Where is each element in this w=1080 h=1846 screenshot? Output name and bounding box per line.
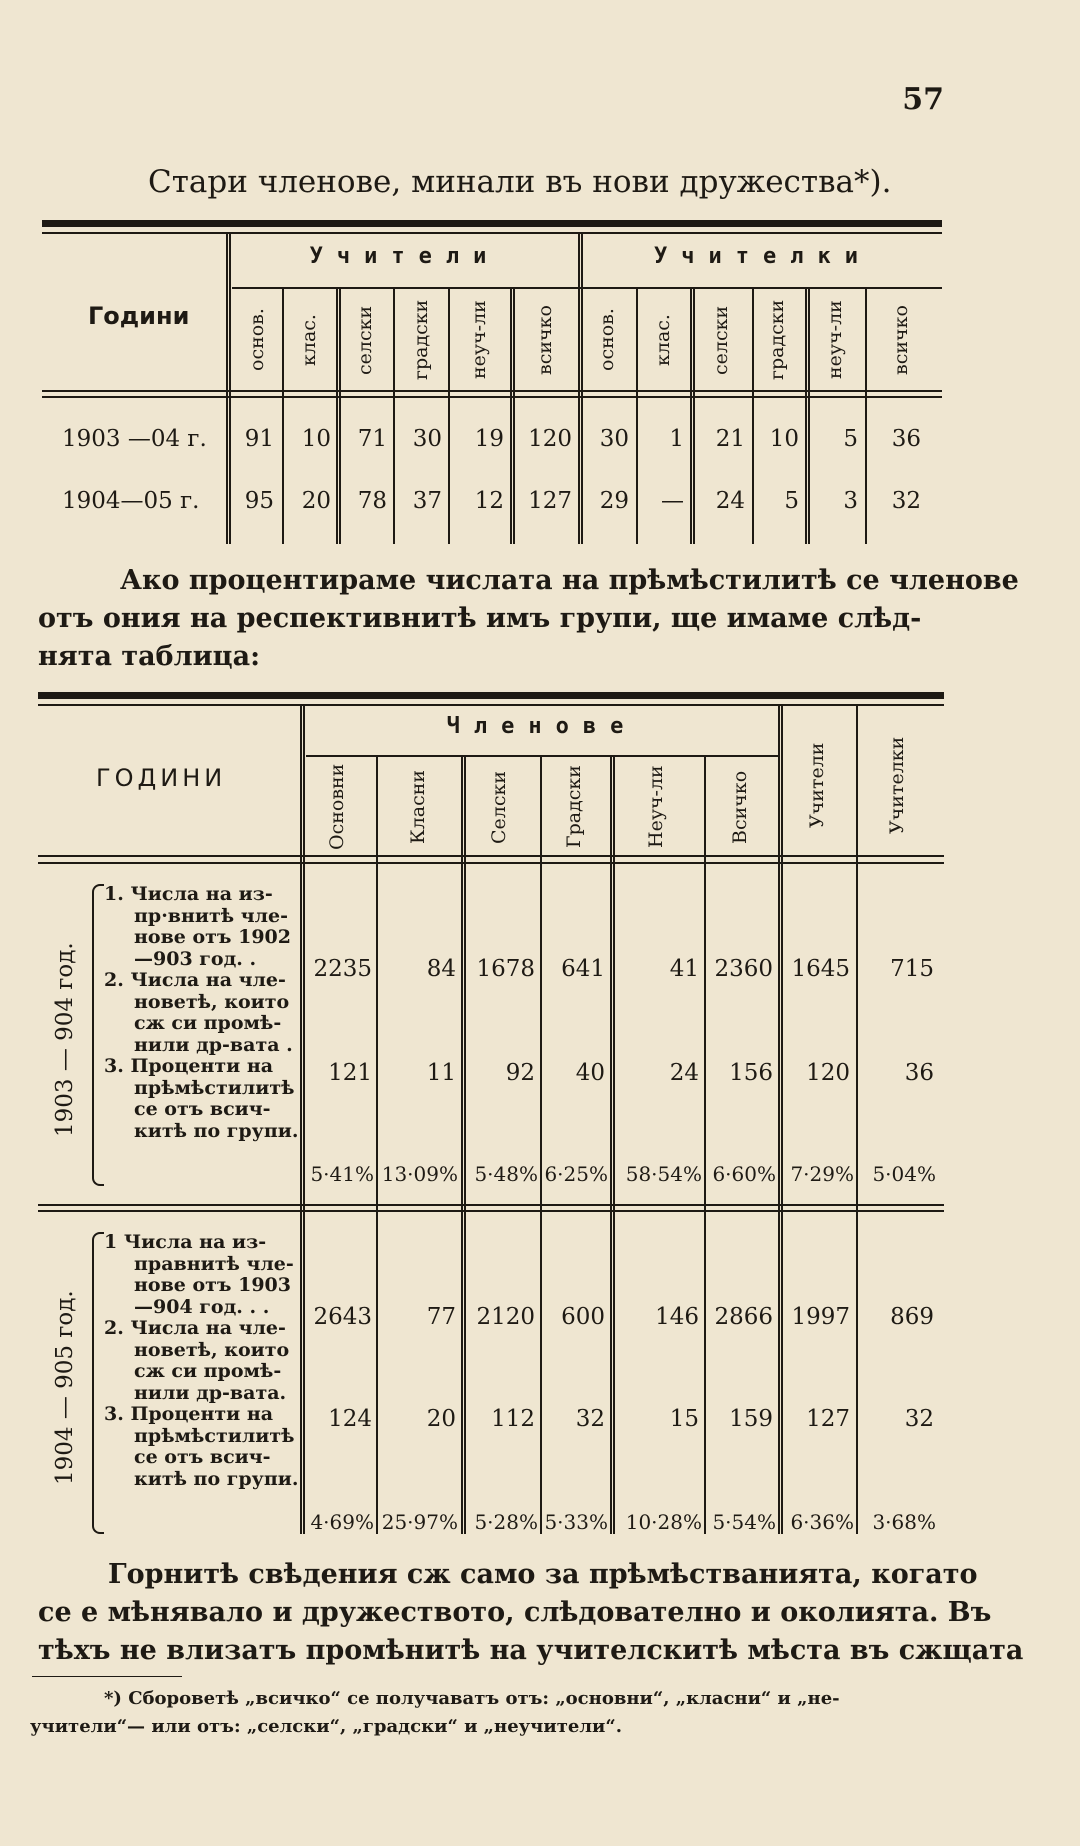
table2-pct-cell: 6·36% xyxy=(790,1510,854,1534)
table1-divider xyxy=(865,287,867,544)
table2-cell: 120 xyxy=(806,1060,850,1086)
table1-divider xyxy=(690,287,695,544)
table1-row-year: 1904—05 г. xyxy=(62,488,200,514)
table1-col-header: градски xyxy=(766,299,788,381)
desc-line: 2. Числа на чле- xyxy=(104,1317,286,1339)
table1-col-header: селски xyxy=(354,305,376,375)
table1-col-header: основ. xyxy=(246,308,268,372)
table2-cell: 1678 xyxy=(476,956,535,982)
paragraph-2-line: Горнитѣ свѣдения сж само за прѣмѣстванията, когато xyxy=(108,1559,978,1590)
table2-pct-cell: 6·60% xyxy=(712,1162,776,1186)
table2-block-year: 1903 — 904 год. xyxy=(52,942,78,1138)
desc-line: сж си промѣ- xyxy=(134,1360,282,1382)
table2-header-rule xyxy=(38,855,944,857)
table2-cell: 124 xyxy=(328,1406,372,1432)
table2-cell: 600 xyxy=(561,1304,605,1330)
table1-cell: 120 xyxy=(528,426,572,452)
table2-cell: 84 xyxy=(426,956,456,982)
table2-pct-cell: 13·09% xyxy=(381,1162,458,1186)
table2-divider xyxy=(778,704,783,1534)
table2-pct-cell: 5·33% xyxy=(544,1510,608,1534)
desc-line: правнитѣ чле- xyxy=(134,1252,294,1275)
table2-cell: 40 xyxy=(575,1060,605,1086)
table2-col-header: Основни xyxy=(326,763,348,850)
table1-divider xyxy=(393,287,395,544)
table1-divider xyxy=(226,232,231,544)
page-number: 57 xyxy=(902,82,944,117)
table2-divider xyxy=(300,704,305,1534)
table2-cell: 121 xyxy=(328,1060,372,1086)
footnote-line: учители“— или отъ: „селски“, „градски“ и „неучители“. xyxy=(30,1716,622,1737)
table2-cell: 92 xyxy=(505,1060,535,1086)
table2-col-header: Учителки xyxy=(886,736,908,834)
table1-cell: 24 xyxy=(715,488,745,514)
table1-cell: 20 xyxy=(301,488,331,514)
table2-cell: 2235 xyxy=(313,956,372,982)
table1-divider xyxy=(336,287,341,544)
paragraph-2-line: се е мѣнявало и дружеството, слѣдователно и околията. Въ xyxy=(38,1597,992,1628)
table2-col-header: Учители xyxy=(806,742,828,828)
table1-col-header: неуч-ли xyxy=(824,300,846,380)
table1-cell: 10 xyxy=(301,426,331,452)
table2-pct-cell: 58·54% xyxy=(625,1162,702,1186)
table1-col-header: неуч-ли xyxy=(468,300,490,380)
table2-col-header: Градски xyxy=(563,765,585,849)
desc-line: новетѣ, които xyxy=(134,990,290,1013)
table1-row-year: 1903 —04 г. xyxy=(62,426,207,452)
table2-cell: 24 xyxy=(669,1060,699,1086)
table2-cell: 2360 xyxy=(714,956,773,982)
table1-cell: 19 xyxy=(474,426,504,452)
table2-block-desc xyxy=(104,1232,298,1490)
desc-line: прѣмѣстилитѣ xyxy=(134,1076,295,1099)
table2-cell: 641 xyxy=(561,956,605,982)
table1-cell: 21 xyxy=(715,426,745,452)
table2-block-desc xyxy=(104,884,298,1142)
table1-divider xyxy=(448,287,450,544)
table1-cell: 10 xyxy=(769,426,799,452)
table1-col-header: клас. xyxy=(298,314,320,366)
table2-header-rule-2 xyxy=(38,862,944,864)
table2-cell: 146 xyxy=(655,1304,699,1330)
table2-cell: 2643 xyxy=(313,1304,372,1330)
table2-cell: 2120 xyxy=(476,1304,535,1330)
table2-divider xyxy=(610,757,615,1534)
table2-divider xyxy=(461,757,466,1534)
table1-cell: 5 xyxy=(784,488,799,514)
desc-line: нили др-вата. xyxy=(134,1381,287,1404)
table2-cell: 41 xyxy=(669,956,699,982)
desc-line: 1 Числа на из- xyxy=(104,1231,267,1253)
desc-line: нове отъ 1902 xyxy=(134,926,292,948)
paragraph-2-line: тѣхъ не влизатъ промѣнитѣ на учителскитѣ мѣста въ сжщата xyxy=(38,1635,1024,1666)
table2-cell: 20 xyxy=(426,1406,456,1432)
desc-line: 2. Числа на чле- xyxy=(104,969,286,991)
table1-cell: 78 xyxy=(357,488,387,514)
table2-pct-cell: 5·48% xyxy=(474,1162,538,1186)
desc-line: прѣмѣстилитѣ xyxy=(134,1424,295,1447)
table2-cell: 2866 xyxy=(714,1304,773,1330)
paragraph-1-line: Ако процентираме числата на прѣмѣстилитѣ се членове xyxy=(120,565,1019,596)
desc-line: новетѣ, които xyxy=(134,1338,290,1361)
table1-title: Стари членове, минали въ нови дружества*). xyxy=(148,164,892,200)
table1-cell: 3 xyxy=(843,488,858,514)
table1-col-header: всичко xyxy=(534,305,556,375)
table2-block-rule-2 xyxy=(38,1210,944,1212)
table1-cell: 30 xyxy=(599,426,629,452)
table2-cell: 156 xyxy=(729,1060,773,1086)
table2-top-rule-2 xyxy=(38,704,944,706)
table2-pct-cell: 25·97% xyxy=(381,1510,458,1534)
table2-cell: 715 xyxy=(890,956,934,982)
table1-col-header: всичко xyxy=(890,305,912,375)
table2-cell: 1997 xyxy=(791,1304,850,1330)
table2-pct-cell: 5·54% xyxy=(712,1510,776,1534)
table2-years-header: ГОДИНИ xyxy=(96,764,227,792)
table1-col-header: селски xyxy=(710,305,732,375)
table2-group-members: Членове xyxy=(446,714,638,739)
table1-divider xyxy=(282,287,284,544)
desc-line: нове отъ 1903 xyxy=(134,1274,292,1296)
table2-pct-cell: 3·68% xyxy=(872,1510,936,1534)
table2-top-rule xyxy=(38,692,944,699)
table1-cell: 36 xyxy=(891,426,921,452)
table1-divider xyxy=(578,232,583,544)
paragraph-1 xyxy=(38,562,1019,676)
table2-cell: 159 xyxy=(729,1406,773,1432)
table1-divider xyxy=(510,287,515,544)
table2-divider xyxy=(376,757,378,1534)
table2-block-year: 1904 — 905 год. xyxy=(52,1290,78,1486)
table1-col-header: градски xyxy=(410,299,432,381)
desc-line: 1. Числа на из- xyxy=(104,883,273,905)
table1-cell: 5 xyxy=(843,426,858,452)
table1-cell: 37 xyxy=(412,488,442,514)
table2-pct-cell: 7·29% xyxy=(790,1162,854,1186)
table2-pct-cell: 5·41% xyxy=(310,1162,374,1186)
table1-top-rule-2 xyxy=(42,232,942,234)
table1-col-header: основ. xyxy=(596,308,618,372)
brace xyxy=(92,1232,104,1534)
table1-cell: — xyxy=(661,488,684,514)
table1-cell: 91 xyxy=(244,426,274,452)
table1-divider xyxy=(636,287,638,544)
desc-line: —903 год. . xyxy=(134,947,257,970)
table1-col-header: клас. xyxy=(652,314,674,366)
table2-col-header: Неуч-ли xyxy=(645,765,667,849)
desc-line: 3. Проценти на xyxy=(104,1403,274,1425)
table1-cell: 95 xyxy=(244,488,274,514)
table2-cell: 112 xyxy=(491,1406,535,1432)
table2-cell: 127 xyxy=(806,1406,850,1432)
paragraph-1-line: отъ ония на респективнитѣ имъ групи, ще имаме слѣд- xyxy=(38,603,922,634)
desc-line: —904 год. . . xyxy=(134,1295,270,1318)
table2-pct-cell: 6·25% xyxy=(544,1162,608,1186)
table1-cell: 30 xyxy=(412,426,442,452)
footnote-rule xyxy=(32,1676,182,1677)
table1-cell: 127 xyxy=(528,488,572,514)
table1-divider xyxy=(752,287,754,544)
table2-divider xyxy=(856,704,858,1534)
table1-cell: 32 xyxy=(891,488,921,514)
table2-cell: 32 xyxy=(575,1406,605,1432)
table1-cell: 1 xyxy=(669,426,684,452)
table2-pct-cell: 10·28% xyxy=(625,1510,702,1534)
table2-pct-cell: 4·69% xyxy=(310,1510,374,1534)
desc-line: пр·внитѣ чле- xyxy=(134,904,289,927)
table1-divider xyxy=(805,287,810,544)
table1-cell: 71 xyxy=(357,426,387,452)
footnote-line: *) Сбороветѣ „всичко“ се получаватъ отъ: „основни“, „класни“ и „не- xyxy=(104,1688,840,1709)
table2-cell: 32 xyxy=(904,1406,934,1432)
table2-col-header: Класни xyxy=(407,769,429,845)
table1-cell: 29 xyxy=(599,488,629,514)
desc-line: се отъ всич- xyxy=(134,1446,271,1468)
table2-cell: 15 xyxy=(669,1406,699,1432)
table2-divider xyxy=(540,757,542,1534)
brace xyxy=(92,884,104,1186)
desc-line: китѣ по групи. xyxy=(134,1119,299,1142)
table2-cell: 1645 xyxy=(791,956,850,982)
desc-line: се отъ всич- xyxy=(134,1098,271,1120)
table1-group-teachers-m: Учители xyxy=(309,244,501,269)
table1-group-teachers-f: Учителки xyxy=(654,244,872,269)
table2-cell: 11 xyxy=(426,1060,456,1086)
table2-cell: 869 xyxy=(890,1304,934,1330)
table2-pct-cell: 5·04% xyxy=(872,1162,936,1186)
paragraph-2 xyxy=(38,1556,1024,1670)
table1-top-rule xyxy=(42,220,942,227)
desc-line: китѣ по групи. xyxy=(134,1467,299,1490)
table2-cell: 77 xyxy=(426,1304,456,1330)
paragraph-1-line: нята таблица: xyxy=(38,641,261,672)
desc-line: сж си промѣ- xyxy=(134,1012,282,1034)
table2-block-rule xyxy=(38,1204,944,1206)
table2-col-header: Всичко xyxy=(729,770,751,844)
desc-line: 3. Проценти на xyxy=(104,1055,274,1077)
table1-years-header: Години xyxy=(88,302,190,330)
table2-pct-cell: 5·28% xyxy=(474,1510,538,1534)
desc-line: нили др-вата . xyxy=(134,1033,293,1056)
table1-cell: 12 xyxy=(474,488,504,514)
table2-cell: 36 xyxy=(904,1060,934,1086)
table2-col-header: Селски xyxy=(488,770,510,844)
table2-divider xyxy=(704,757,706,1534)
